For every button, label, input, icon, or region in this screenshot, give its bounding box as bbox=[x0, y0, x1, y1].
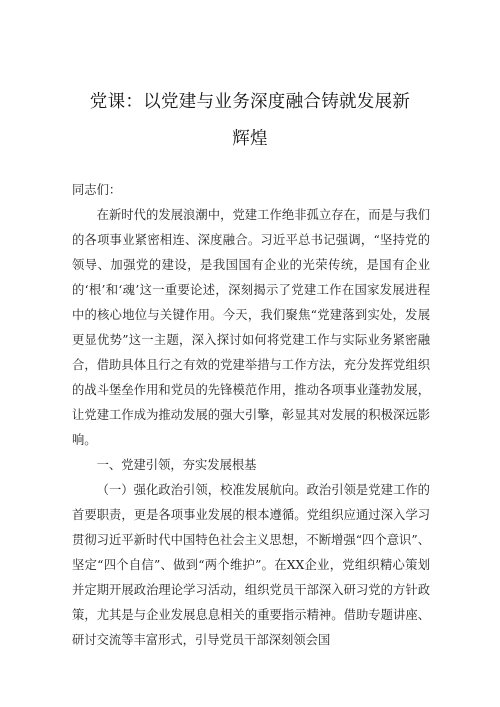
greeting: 同志们： bbox=[72, 183, 122, 197]
intro-paragraph: 在新时代的发展浪潮中，党建工作绝非孤立存在，而是与我们的各项事业紧密相连、深度融合。习近平总书记强调，“坚持党的领导、加强党的建设，是我国国有企业的光荣传统，是国有企业的‘根’和‘魂’这一重要论述，深刻揭示了党建工作在国家发展进程中的核心地位与关键作用。今天，我们聚焦“党建落到实处，发展更显优势”这一主题，深入探讨如何将党建工作与实际业务紧密融合，借助具体且行之有效的党建举措与工作方法，充分发挥党组织的战斗堡垒作用和党员的先锋模范作用，推动各项事业蓬勃发展，让党建工作成为推动发展的强大引擎，彰显其对发展的积极深远影响。 bbox=[72, 208, 430, 447]
document-body bbox=[72, 178, 430, 653]
section-paragraph bbox=[72, 478, 430, 653]
document-title-line-1: 党课：以党建与业务深度融合铸就发展新 bbox=[89, 92, 411, 112]
subsection-text: 政治引领是党建工作的首要职责，更是各项事业发展的根本遵循。党组织应通过深入学习贯彻习近平新时代中国特色社会主义思想，不断增强“四个意识”、坚定“四个自信”、做到“两个维护”。在XX企业，党组织精心策划并定期开展政治理论学习活动，组织党员干部深入研习党的方针政策，尤其是与企业发展息息相关的重要指示精神。借助专题讲座、研讨交流等丰富形式，引导党员干部深刻领会国 bbox=[72, 483, 430, 647]
subsection-heading: （一）强化政治引领，校准发展航向。 bbox=[96, 483, 307, 497]
document-title-line-2: 辉煌 bbox=[232, 129, 268, 149]
section-heading: 一、党建引领，夯实发展根基 bbox=[96, 458, 257, 472]
